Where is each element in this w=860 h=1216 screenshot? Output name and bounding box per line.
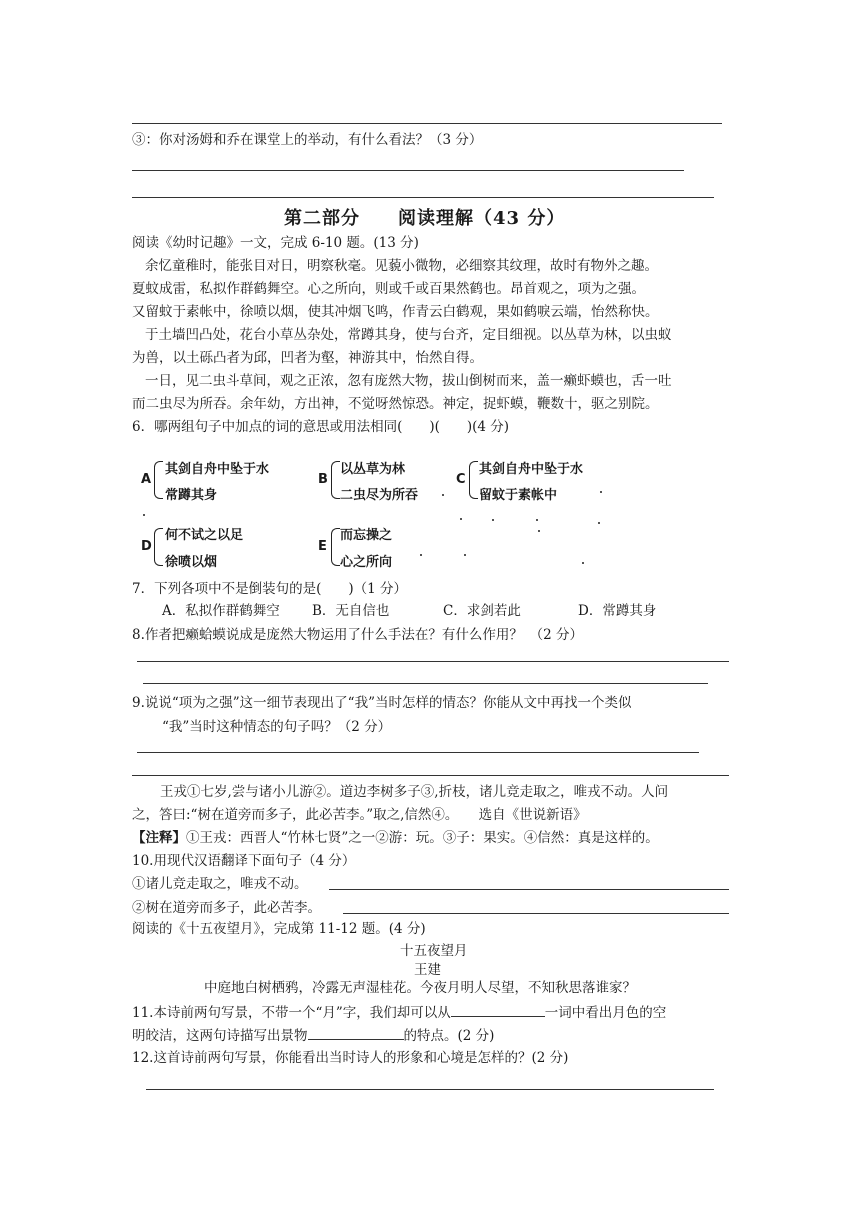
scan-speck: [464, 554, 466, 556]
scan-speck: [143, 514, 145, 516]
scan-speck: [600, 491, 602, 493]
option-line: 二虫尽为所吞: [340, 488, 419, 503]
option-letter: E: [318, 539, 327, 554]
answer-line: [137, 752, 699, 753]
answer-line: [132, 170, 684, 171]
answer-line: [146, 1089, 714, 1090]
scan-speck: [420, 554, 422, 556]
scan-speck: [582, 562, 584, 564]
poem-text: 中庭地白树栖鸦，冷露无声湿桂花。今夜月明人尽望，不知秋思落谁家？: [204, 980, 636, 996]
brace-icon: [331, 528, 340, 566]
q7-choice-c: C．求剑若此: [443, 603, 521, 619]
fill-blank[interactable]: [308, 1025, 404, 1040]
scan-speck: [492, 519, 494, 521]
fill-blank[interactable]: [451, 1002, 545, 1017]
annotation-text: ①王戎：西晋人“竹林七贤”之一②游：玩。③子：果实。④信然：真是这样的。: [186, 830, 659, 846]
answer-line[interactable]: [343, 913, 729, 914]
question-8: 8.作者把癞蛤蟆说成是庞然大物运用了什么手法在？有什么作用？ （2 分）: [132, 627, 584, 643]
passage-line: 而二虫尽为所吞。余年幼，方出神，不觉呀然惊恐。神定，捉虾蟆，鞭数十，驱之别院。: [132, 396, 659, 412]
q10-sentence-2: ②树在道旁而多子，此必苦李。: [132, 900, 321, 916]
option-line: 其剑自舟中坠于水: [165, 462, 270, 477]
question-3: ③：你对汤姆和乔在课堂上的举动，有什么看法？（3 分）: [132, 132, 483, 148]
q11-text: 的特点。(2 分): [403, 1028, 495, 1044]
answer-line: [132, 123, 722, 124]
annotation: [132, 829, 659, 847]
passage-line: 又留蚊于素帐中，徐喷以烟，使其冲烟飞鸣，作青云白鹤观，果如鹤唳云端，怡然称快。: [132, 304, 659, 320]
brace-icon: [154, 528, 163, 566]
brace-icon: [331, 461, 340, 499]
answer-line: [132, 775, 729, 776]
scan-speck: [536, 519, 538, 521]
q7-choice-a: A．私拟作群鹤舞空: [162, 603, 280, 619]
option-line: 常蹲其身: [165, 488, 218, 503]
q10-sentence-1: ①诸儿竞走取之，唯戎不动。: [132, 876, 308, 892]
answer-line: [137, 661, 729, 662]
answer-line[interactable]: [329, 889, 729, 890]
passage-line: 为兽，以土砾凸者为邱，凹者为壑，神游其中，怡然自得。: [132, 350, 483, 366]
q7-choice-d: D．常蹲其身: [578, 603, 657, 619]
option-line: 何不试之以足: [165, 528, 244, 543]
option-line: 心之所向: [340, 555, 393, 570]
passage-line: 于土墙凹凸处，花台小草丛杂处，常蹲其身，使与台齐，定目细视。以丛草为林，以虫蚁: [145, 327, 672, 343]
option-line: 徐喷以烟: [165, 555, 218, 570]
question-6: 6．哪两组句子中加点的词的意思或用法相同( )( )(4 分): [132, 419, 510, 435]
section3-intro: 阅读的《十五夜望月》，完成第 11-12 题。(4 分): [132, 921, 426, 937]
question-7: 7．下列各项中不是倒装句的是( )（1 分）: [132, 581, 408, 597]
answer-line: [143, 683, 708, 684]
option-line: 留蚊于素帐中: [479, 488, 558, 503]
option-line: 其剑自舟中坠于水: [479, 462, 584, 477]
section2-line1: 王戎①七岁,尝与诸小儿游②。道边李树多子③,折枝，诸儿竞走取之，唯戎不动。人问: [160, 784, 669, 800]
passage-line: 夏蚊成雷，私拟作群鹤舞空。心之所向，则或千或百果然鹤也。昂首观之，项为之强。: [132, 281, 645, 297]
annotation-label: 【注释】: [132, 830, 186, 846]
q11-text: 11.本诗前两句写景，不带一个“月”字，我们却可以从: [132, 1005, 451, 1021]
scan-speck: [538, 530, 540, 532]
option-letter: B: [318, 472, 328, 487]
option-letter: D: [141, 539, 152, 554]
answer-line: [132, 197, 714, 198]
q11-text: 一词中看出月色的空: [544, 1005, 667, 1021]
poem-title: 十五夜望月: [400, 943, 468, 959]
passage-line: 余忆童稚时，能张目对日，明察秋毫。见藐小微物，必细察其纹理，故时有物外之趣。: [145, 258, 658, 274]
part2-title: 第二部分 阅读理解（43 分）: [284, 208, 566, 229]
question-10: 10.用现代汉语翻译下面句子（4 分）: [132, 853, 356, 869]
question-11-line2: [132, 1025, 494, 1045]
scan-speck: [598, 522, 600, 524]
option-line: 而忘操之: [340, 528, 393, 543]
section1-intro: 阅读《幼时记趣》一文，完成 6-10 题。(13 分): [132, 235, 419, 251]
question-12: 12.这首诗前两句写景，你能看出当时诗人的形象和心境是怎样的？(2 分): [132, 1050, 569, 1066]
question-9-line2: “我”当时这种情态的句子吗？（2 分）: [162, 719, 392, 735]
q11-text: 明皎洁，这两句诗描写出景物: [132, 1028, 308, 1044]
option-letter: C: [456, 472, 466, 487]
poem-author: 王建: [414, 962, 441, 978]
scan-speck: [460, 518, 462, 520]
brace-icon: [469, 461, 478, 499]
scan-speck: [442, 494, 444, 496]
question-11-line1: [132, 1002, 666, 1022]
question-9-line1: 9.说说“项为之强”这一细节表现出了“我”当时怎样的情态？你能从文中再找一个类似: [132, 695, 632, 711]
brace-icon: [154, 461, 163, 499]
section2-line2: 之，答曰:“树在道旁而多子，此必苦李。”取之,信然④。 选自《世说新语》: [132, 807, 587, 823]
q7-choice-b: B．无自信也: [312, 603, 390, 619]
passage-line: 一日，见二虫斗草间，观之正浓，忽有庞然大物，拔山倒树而来，盖一癞虾蟆也，舌一吐: [145, 373, 672, 389]
option-line: 以丛草为林: [340, 462, 406, 477]
option-letter: A: [141, 472, 152, 487]
